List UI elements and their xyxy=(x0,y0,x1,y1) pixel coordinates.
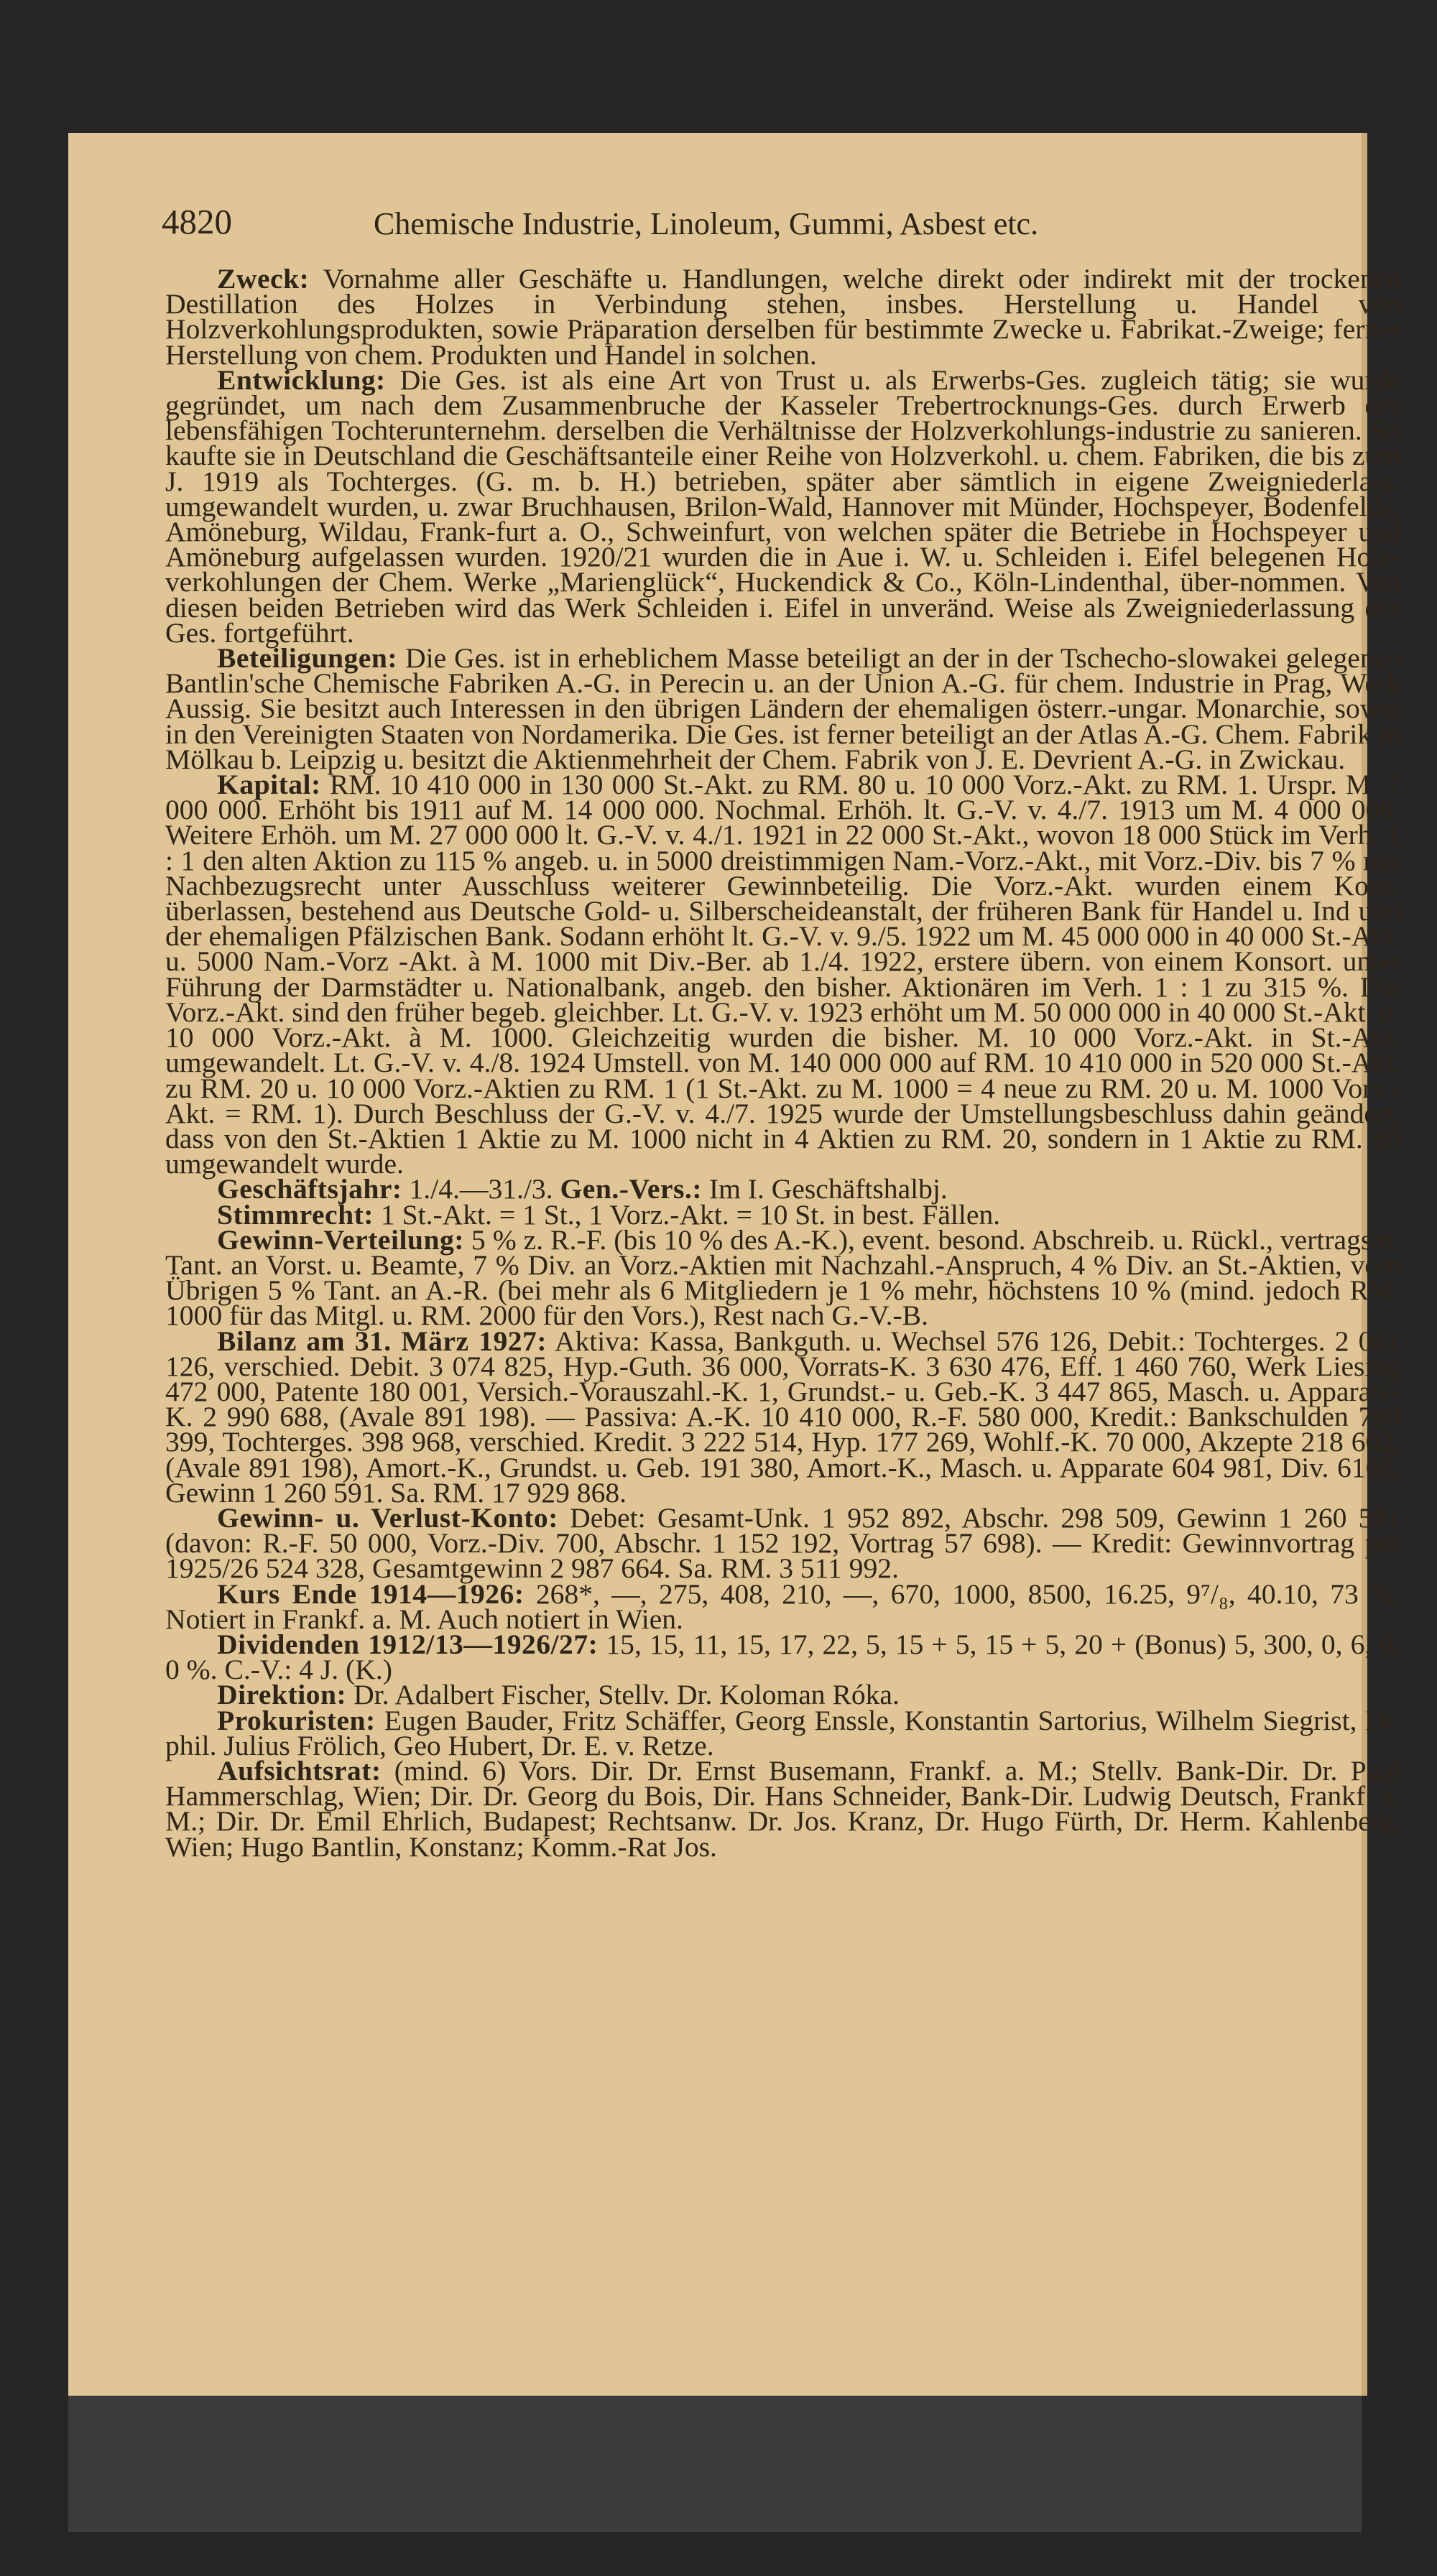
section-text: Debet: Gesamt-Unk. 1 952 892, Abschr. 298 509, Gewinn 1 260 591 (davon: R.-F. 50 000, Vorz.-Div. 700, Abschr. 1 152 192, Vortrag 57 698). — Kredit: Gewinnvortrag per 1925/26 524 328, Gesamtgewinn 2 987 664. Sa. RM. 3 511 992. xyxy=(165,1501,1401,1585)
section-gewinn-verteilung xyxy=(165,1223,1401,1332)
section-text: Die Ges. ist als eine Art von Trust u. als Erwerbs-Ges. zugleich tätig; sie wurde gegründet, um nach dem Zusammenbruche der Kasseler Trebertrocknungs-Ges. durch Erwerb der lebensfähigen Tochterunternehm. derselben die Verhältnisse der Holzverkohlungs-industrie zu sanieren. So kaufte sie in Deutschland die Geschäftsanteile einer Reihe von Holzverkohl. u. chem. Fabriken, die bis zum J. 1919 als Tochterges. (G. m. b. H.) betrieben, später aber sämtlich in eigene Zweigniederlass. umgewandelt wurden, u. zwar Bruchhausen, Brilon-Wald, Hannover mit Münder, Hochspeyer, Bodenfelde, Amöneburg, Wildau, Frank-furt a. O., Schweinfurt, von welchen später die Betriebe in Hochspeyer und Amöneburg aufgelassen wurden. 1920/21 wurden die in Aue i. W. u. Schleiden i. Eifel belegenen Holz-verkohlungen der Chem. Werke „Marienglück“, Huckendick & Co., Köln-Lindenthal, über-nommen. Von diesen beiden Betrieben wird das Werk Schleiden i. Eifel in unveränd. Weise als Zweigniederlassung der Ges. fortgeführt. xyxy=(165,363,1401,649)
section-text: 1./4.—31./3. xyxy=(402,1173,560,1205)
book-page xyxy=(68,133,1401,2396)
section-zweck xyxy=(165,263,1401,371)
page-body xyxy=(165,263,1401,1863)
section-label: Geschäftsjahr: xyxy=(217,1173,402,1205)
section-text: Dr. Adalbert Fischer, Stellv. Dr. Koloman Róka. xyxy=(346,1679,900,1711)
section-label: Gewinn-Verteilung: xyxy=(217,1223,464,1256)
page-number: 4820 xyxy=(162,202,232,241)
section-text: 15, 15, 11, 15, 17, 22, 5, 15 + 5, 15 + 5, 20 + (Bonus) 5, 300, 0, 6, 0, 0 %. C.-V.: 4 J. (K.) xyxy=(165,1628,1401,1686)
section-label-gen-vers: Gen.-Vers.: xyxy=(560,1173,703,1205)
section-text: RM. 10 410 000 in 130 000 St.-Akt. zu RM. 80 u. 10 000 Vorz.-Akt. zu RM. 1. Urspr. M. 7 000 000. Erhöht bis 1911 auf M. 14 000 000. Nochmal. Erhöh. lt. G.-V. v. 4./7. 1913 um M. 4 000 000. Weitere Erhöh. um M. 27 000 000 lt. G.-V. v. 4./1. 1921 in 22 000 St.-Akt., wovon 18 000 Stück im Verh. 1 : 1 den alten Aktion zu 115 % angeb. u. in 5000 dreistimmigen Nam.-Vorz.-Akt., mit Vorz.-Div. bis 7 % mit Nachbezugsrecht unter Ausschluss weiterer Gewinnbeteilig. Die Vorz.-Akt. wurden einem Kons. überlassen, bestehend aus Deutsche Gold- u. Silberscheideanstalt, der früheren Bank für Handel u. Ind und der ehemaligen Pfälzischen Bank. Sodann erhöht lt. G.-V. v. 9./5. 1922 um M. 45 000 000 in 40 000 St.-Akt. u. 5000 Nam.-Vorz -Akt. à M. 1000 mit Div.-Ber. ab 1./4. 1922, erstere übern. von einem Konsort. unter Führung der Darmstädter u. Nationalbank, angeb. den bisher. Aktionären im Verh. 1 : 1 zu 315 %. Die Vorz.-Akt. sind den früher begeb. gleichber. Lt. G.-V. v. 1923 erhöht um M. 50 000 000 in 40 000 St.-Akt. u. 10 000 Vorz.-Akt. à M. 1000. Gleichzeitig wurden die bisher. M. 10 000 Vorz.-Akt. in St.-Akt. umgewandelt. Lt. G.-V. v. 4./8. 1924 Umstell. von M. 140 000 000 auf RM. 10 410 000 in 520 000 St.-Akt. zu RM. 20 u. 10 000 Vorz.-Aktien zu RM. 1 (1 St.-Akt. zu M. 1000 = 4 neue zu RM. 20 u. M. 1000 Vorz.-Akt. = RM. 1). Durch Beschluss der G.-V. v. 4./7. 1925 wurde der Umstellungsbeschluss dahin geändert, dass von den St.-Aktien 1 Aktie zu M. 1000 nicht in 4 Aktien zu RM. 20, sondern in 1 Aktie zu RM. 80 umgewandelt wurde. xyxy=(165,769,1401,1180)
section-beteiligungen xyxy=(165,642,1401,775)
section-label: Direktion: xyxy=(217,1679,347,1711)
section-label: Gewinn- u. Verlust-Konto: xyxy=(217,1501,558,1534)
section-label: Dividenden 1912/13—1926/27: xyxy=(217,1628,599,1660)
section-label: Entwicklung: xyxy=(217,363,386,396)
section-label: Zweck: xyxy=(217,263,310,295)
section-prokuristen xyxy=(165,1704,1401,1761)
section-text: 268*, —, 275, 408, 210, —, 670, 1000, 8500, 16.25, 9⁷/₈, 40.10, 73 %. Notiert in Frankf. a. M. Auch notiert in Wien. xyxy=(165,1577,1401,1635)
section-label: Stimmrecht: xyxy=(217,1198,374,1231)
scan-bottom-edge xyxy=(68,2396,1362,2532)
section-label: Bilanz am 31. März 1927: xyxy=(217,1325,547,1357)
section-dividenden xyxy=(165,1628,1401,1686)
section-kurs xyxy=(165,1577,1401,1635)
section-label: Beteiligungen: xyxy=(217,642,398,675)
section-aufsichtsrat xyxy=(165,1754,1401,1863)
section-text: Aktiva: Kassa, Bankguth. u. Wechsel 576 126, Debit.: Tochterges. 2 061 126, verschied. Debit. 3 074 825, Hyp.-Guth. 36 000, Vorrats-K. 3 630 476, Eff. 1 460 760, Werk Liesing 472 000, Patente 180 001, Versich.-Vorauszahl.-K. 1, Grundst.- u. Geb.-K. 3 447 865, Masch. u. Apparate-K. 2 990 688, (Avale 891 198). — Passiva: A.-K. 10 410 000, R.-F. 580 000, Kredit.: Bankschulden 789 399, Tochterges. 398 968, verschied. Kredit. 3 222 514, Hyp. 177 269, Wohlf.-K. 70 000, Akzepte 218 602, (Avale 891 198), Amort.-K., Grundst. u. Geb. 191 380, Amort.-K., Masch. u. Apparate 604 981, Div. 6165, Gewinn 1 260 591. Sa. RM. 17 929 868. xyxy=(165,1325,1401,1509)
section-label: Prokuristen: xyxy=(217,1704,376,1736)
section-entwicklung xyxy=(165,363,1401,649)
running-head xyxy=(162,201,1239,244)
section-kapital xyxy=(165,769,1401,1180)
section-bilanz xyxy=(165,1325,1401,1509)
section-text: 5 % z. R.-F. (bis 10 % des A.-K.), event. besond. Abschreib. u. Rückl., vertragsm. Tant. an Vorst. u. Beamte, 7 % Div. an Vorz.-Aktien mit Nachzahl.-Anspruch, 4 % Div. an St.-Aktien, vom Übrigen 5 % Tant. an A.-R. (bei mehr als 6 Mitgliedern je 1 % mehr, höchstens 10 % (mind. jedoch RM. 1000 für das Mitgl. u. RM. 2000 für den Vors.), Rest nach G.-V.-B. xyxy=(165,1223,1401,1332)
section-gewinn-verlust xyxy=(165,1501,1401,1585)
section-text: Eugen Bauder, Fritz Schäffer, Georg Enssle, Konstantin Sartorius, Wilhelm Siegrist, Dr. phil. Julius Frölich, Geo Hubert, Dr. E. v. Retze. xyxy=(165,1704,1401,1761)
section-text: Die Ges. ist in erheblichem Masse beteiligt an der in der Tschecho-slowakei gelegenen Bantlin'sche Chemische Fabriken A.-G. in Perecin u. an der Union A.-G. für chem. Industrie in Prag, Werk Aussig. Sie besitzt auch Interessen in den übrigen Ländern der ehemaligen österr.-ungar. Monarchie, sowie in den Vereinigten Staaten von Nordamerika. Die Ges. ist ferner beteiligt an der Atlas A.-G. Chem. Fabrik in Mölkau b. Leipzig u. besitzt die Aktienmehrheit der Chem. Fabrik von J. E. Devrient A.-G. in Zwickau. xyxy=(165,642,1401,775)
running-title: Chemische Industrie, Linoleum, Gummi, Asbest etc. xyxy=(374,206,1039,241)
section-text-gen-vers: Im I. Geschäftshalbj. xyxy=(702,1173,948,1205)
section-label: Kapital: xyxy=(217,769,321,801)
section-text: Vornahme aller Geschäfte u. Handlungen, welche direkt oder indirekt mit der trockenen Destillation des Holzes in Verbindung stehen, insbes. Herstellung u. Handel von Holzverkohlungsprodukten, sowie Präparation derselben für bestimmte Zwecke u. Fabrikat.-Zweige; ferner Herstellung von chem. Produkten und Handel in solchen. xyxy=(165,263,1401,371)
section-label: Kurs Ende 1914—1926: xyxy=(217,1577,525,1610)
section-text: (mind. 6) Vors. Dir. Dr. Ernst Busemann, Frankf. a. M.; Stellv. Bank-Dir. Dr. Paul Hammerschlag, Wien; Dir. Dr. Georg du Bois, Dir. Hans Schneider, Bank-Dir. Ludwig Deutsch, Frankf. a. M.; Dir. Dr. Emil Ehrlich, Budapest; Rechtsanw. Dr. Jos. Kranz, Dr. Hugo Fürth, Dr. Herm. Kahlenberg, Wien; Hugo Bantlin, Konstanz; Komm.-Rat Jos. xyxy=(165,1754,1401,1863)
section-text: 1 St.-Akt. = 1 St., 1 Vorz.-Akt. = 10 St. in best. Fällen. xyxy=(373,1198,1001,1231)
section-label: Aufsichtsrat: xyxy=(217,1754,382,1787)
